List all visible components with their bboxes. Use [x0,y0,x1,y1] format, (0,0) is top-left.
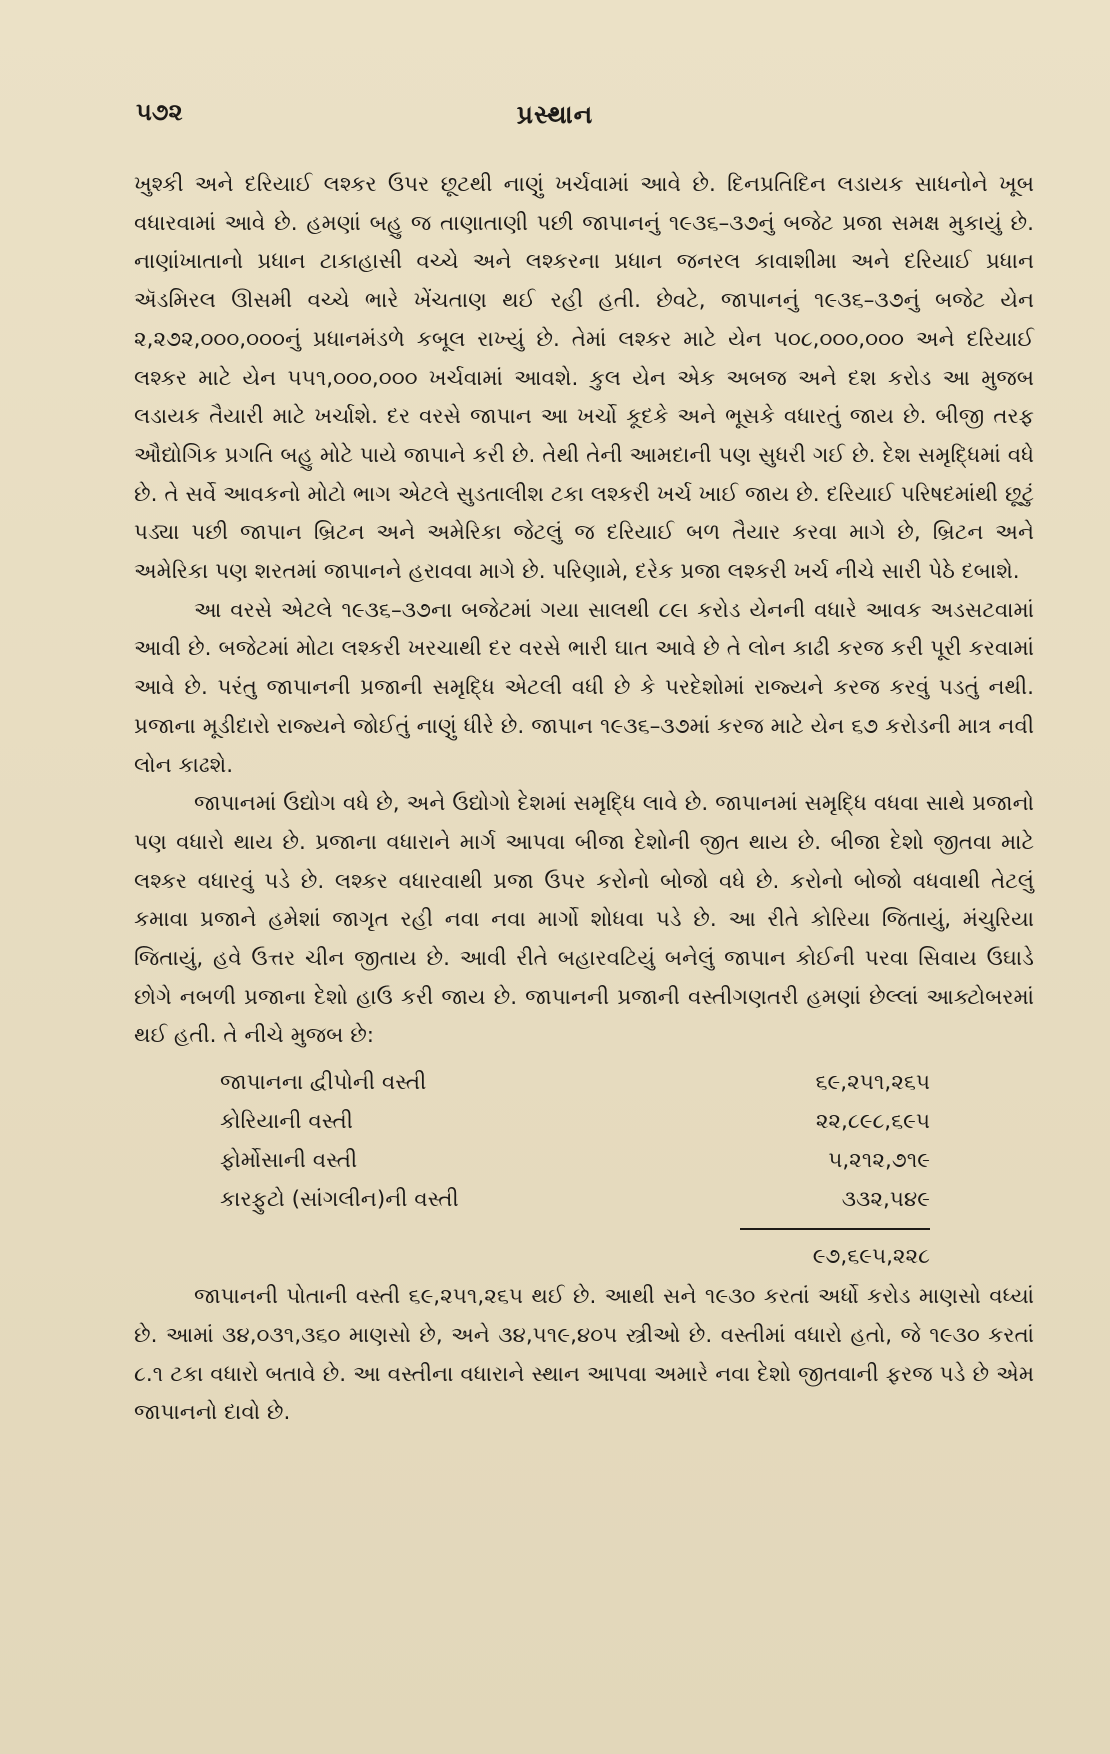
table-row [134,1103,1034,1142]
row-label: જાપાનના દ્વીપોની વસ્તી [220,1070,427,1096]
row-label: કોરિયાની વસ્તી [220,1109,353,1135]
row-value: ૫,૨૧૨,૭૧૯ [828,1148,930,1174]
paragraph-1: ખુશ્કી અને દરિયાઈ લશ્કર ઉપર છૂટથી નાણું ખર્ચવામાં આવે છે. દિનપ્રતિદિન લડાયક સાધનોને ખૂબ વધારવામાં આવે છે. હમણાં બહુ જ તાણાતાણી પછી જાપાનનું ૧૯૩૬–૩૭નું બજેટ પ્રજા સમક્ષ મુકાયું છે. નાણાંખાતાનો પ્રધાન ટાકાહાસી વચ્ચે અને લશ્કરના પ્રધાન જનરલ કાવાશીમા અને દરિયાઈ પ્રધાન ઍડમિરલ ઊસમી વચ્ચે ભારે ખેંચતાણ થઈ રહી હતી. છેવટે, જાપાનનું ૧૯૩૬–૩૭નું બજેટ યેન ૨,૨૭૨,૦૦૦,૦૦૦નું પ્રધાનમંડળે કબૂલ રાખ્યું છે. તેમાં લશ્કર માટે યેન ૫૦૮,૦૦૦,૦૦૦ અને દરિયાઈ લશ્કર માટે યેન ૫૫૧,૦૦૦,૦૦૦ ખર્ચવામાં આવશે. કુલ યેન એક અબજ અને દશ કરોડ આ મુજબ લડાયક તૈયારી માટે ખર્ચાશે. દર વરસે જાપાન આ ખર્ચો કૂદકે અને ભૂસકે વધારતું જાય છે. બીજી તરફ ઔદ્યોગિક પ્રગતિ બહુ મોટે પાયે જાપાને કરી છે. તેથી તેની આમદાની પણ સુધરી ગઈ છે. દેશ સમૃદ્ધિમાં વધે છે. તે સર્વે આવકનો મોટો ભાગ એટલે સુડતાલીશ ટકા લશ્કરી ખર્ચ ખાઈ જાય છે. દરિયાઈ પરિષદમાંથી છૂટું પડ્યા પછી જાપાન બ્રિટન અને અમેરિકા જેટલું જ દરિયાઈ બળ તૈયાર કરવા માગે છે, બ્રિટન અને અમેરિકા પણ શરતમાં જાપાનને હરાવવા માગે છે. પરિણામે, દરેક પ્રજા લશ્કરી ખર્ચ નીચે સારી પેઠે દબાશે. [134,172,1034,585]
row-value: ૨૨,૮૯૮,૬૯૫ [815,1109,930,1135]
total-value: ૯૭,૬૯૫,૨૨૮ [812,1244,930,1270]
population-table [134,1064,1034,1278]
paragraph-2: આ વરસે એટલે ૧૯૩૬–૩૭ના બજેટમાં ગયા સાલથી ૮૯ા કરોડ યેનની વધારે આવક અડસટવામાં આવી છે. બજેટમાં મોટા લશ્કરી ખરચાથી દર વરસે ભારી ઘાત આવે છે તે લોન કાઢી કરજ કરી પૂરી કરવામાં આવે છે. પરંતુ જાપાનની પ્રજાની સમૃદ્ધિ એટલી વધી છે કે પરદેશોમાં રાજ્યને કરજ કરવું પડતું નથી. પ્રજાના મૂડીદારો રાજ્યને જોઈતું નાણું ધીરે છે. જાપાન ૧૯૩૬–૩૭માં કરજ માટે યેન ૬૭ કરોડની માત્ર નવી લોન કાઢશે. [134,597,1034,778]
page-header [0,98,1110,138]
table-row [134,1142,1034,1181]
row-label: કારફુટો (સાંગલીન)ની વસ્તી [220,1187,459,1213]
row-value: ૬૯,૨૫૧,૨૬૫ [815,1070,930,1096]
closing-paragraph: જાપાનની પોતાની વસ્તી ૬૯,૨૫૧,૨૬૫ થઈ છે. આથી સને ૧૯૩૦ કરતાં અર્ધો કરોડ માણસો વધ્યાં છે. આમાં ૩૪,૦૩૧,૩૬૦ માણસો છે, અને ૩૪,૫૧૯,૪૦૫ સ્ત્રીઓ છે. વસ્તીમાં વધારો હતો, જે ૧૯૩૦ કરતાં ૮.૧ ટકા વધારો બતાવે છે. આ વસ્તીના વધારાને સ્થાન આપવા અમારે નવા દેશો જીતવાની ફરજ પડે છે એમ જાપાનનો દાવો છે. [134,1284,1034,1426]
running-title: પ્રસ્થાન [516,100,594,129]
page-number: ૫૭૨ [136,98,183,126]
row-value: ૩૩૨,૫૪૯ [841,1187,930,1213]
table-row [134,1064,1034,1103]
row-label: ફોર્મોસાની વસ્તી [220,1148,358,1174]
total-divider [134,1220,1034,1238]
paragraph-3: જાપાનમાં ઉદ્યોગ વધે છે, અને ઉદ્યોગો દેશમાં સમૃદ્ધિ લાવે છે. જાપાનમાં સમૃદ્ધિ વધવા સાથે પ્રજાનો પણ વધારો થાય છે. પ્રજાના વધારાને માર્ગ આપવા બીજા દેશોની જીત થાય છે. બીજા દેશો જીતવા માટે લશ્કર વધારવું પડે છે. લશ્કર વધારવાથી પ્રજા ઉપર કરોનો બોજો વધે છે. કરોનો બોજો વધવાથી તેટલું કમાવા પ્રજાને હમેશાં જાગૃત રહી નવા નવા માર્ગો શોધવા પડે છે. આ રીતે કોરિયા જિતાયું, મંચુરિયા જિતાયું, હવે ઉત્તર ચીન જીતાય છે. આવી રીતે બહારવટિયું બનેલું જાપાન કોઈની પરવા સિવાય ઉઘાડે છોગે નબળી પ્રજાના દેશો હાઉ કરી જાય છે. જાપાનની પ્રજાની વસ્તીગણતરી હમણાં છેલ્લાં આક્ટોબરમાં થઈ હતી. તે નીચે મુજબ છે: [134,791,1034,1049]
table-total-row [134,1238,1034,1278]
page-body [134,166,1034,1433]
table-row [134,1181,1034,1220]
